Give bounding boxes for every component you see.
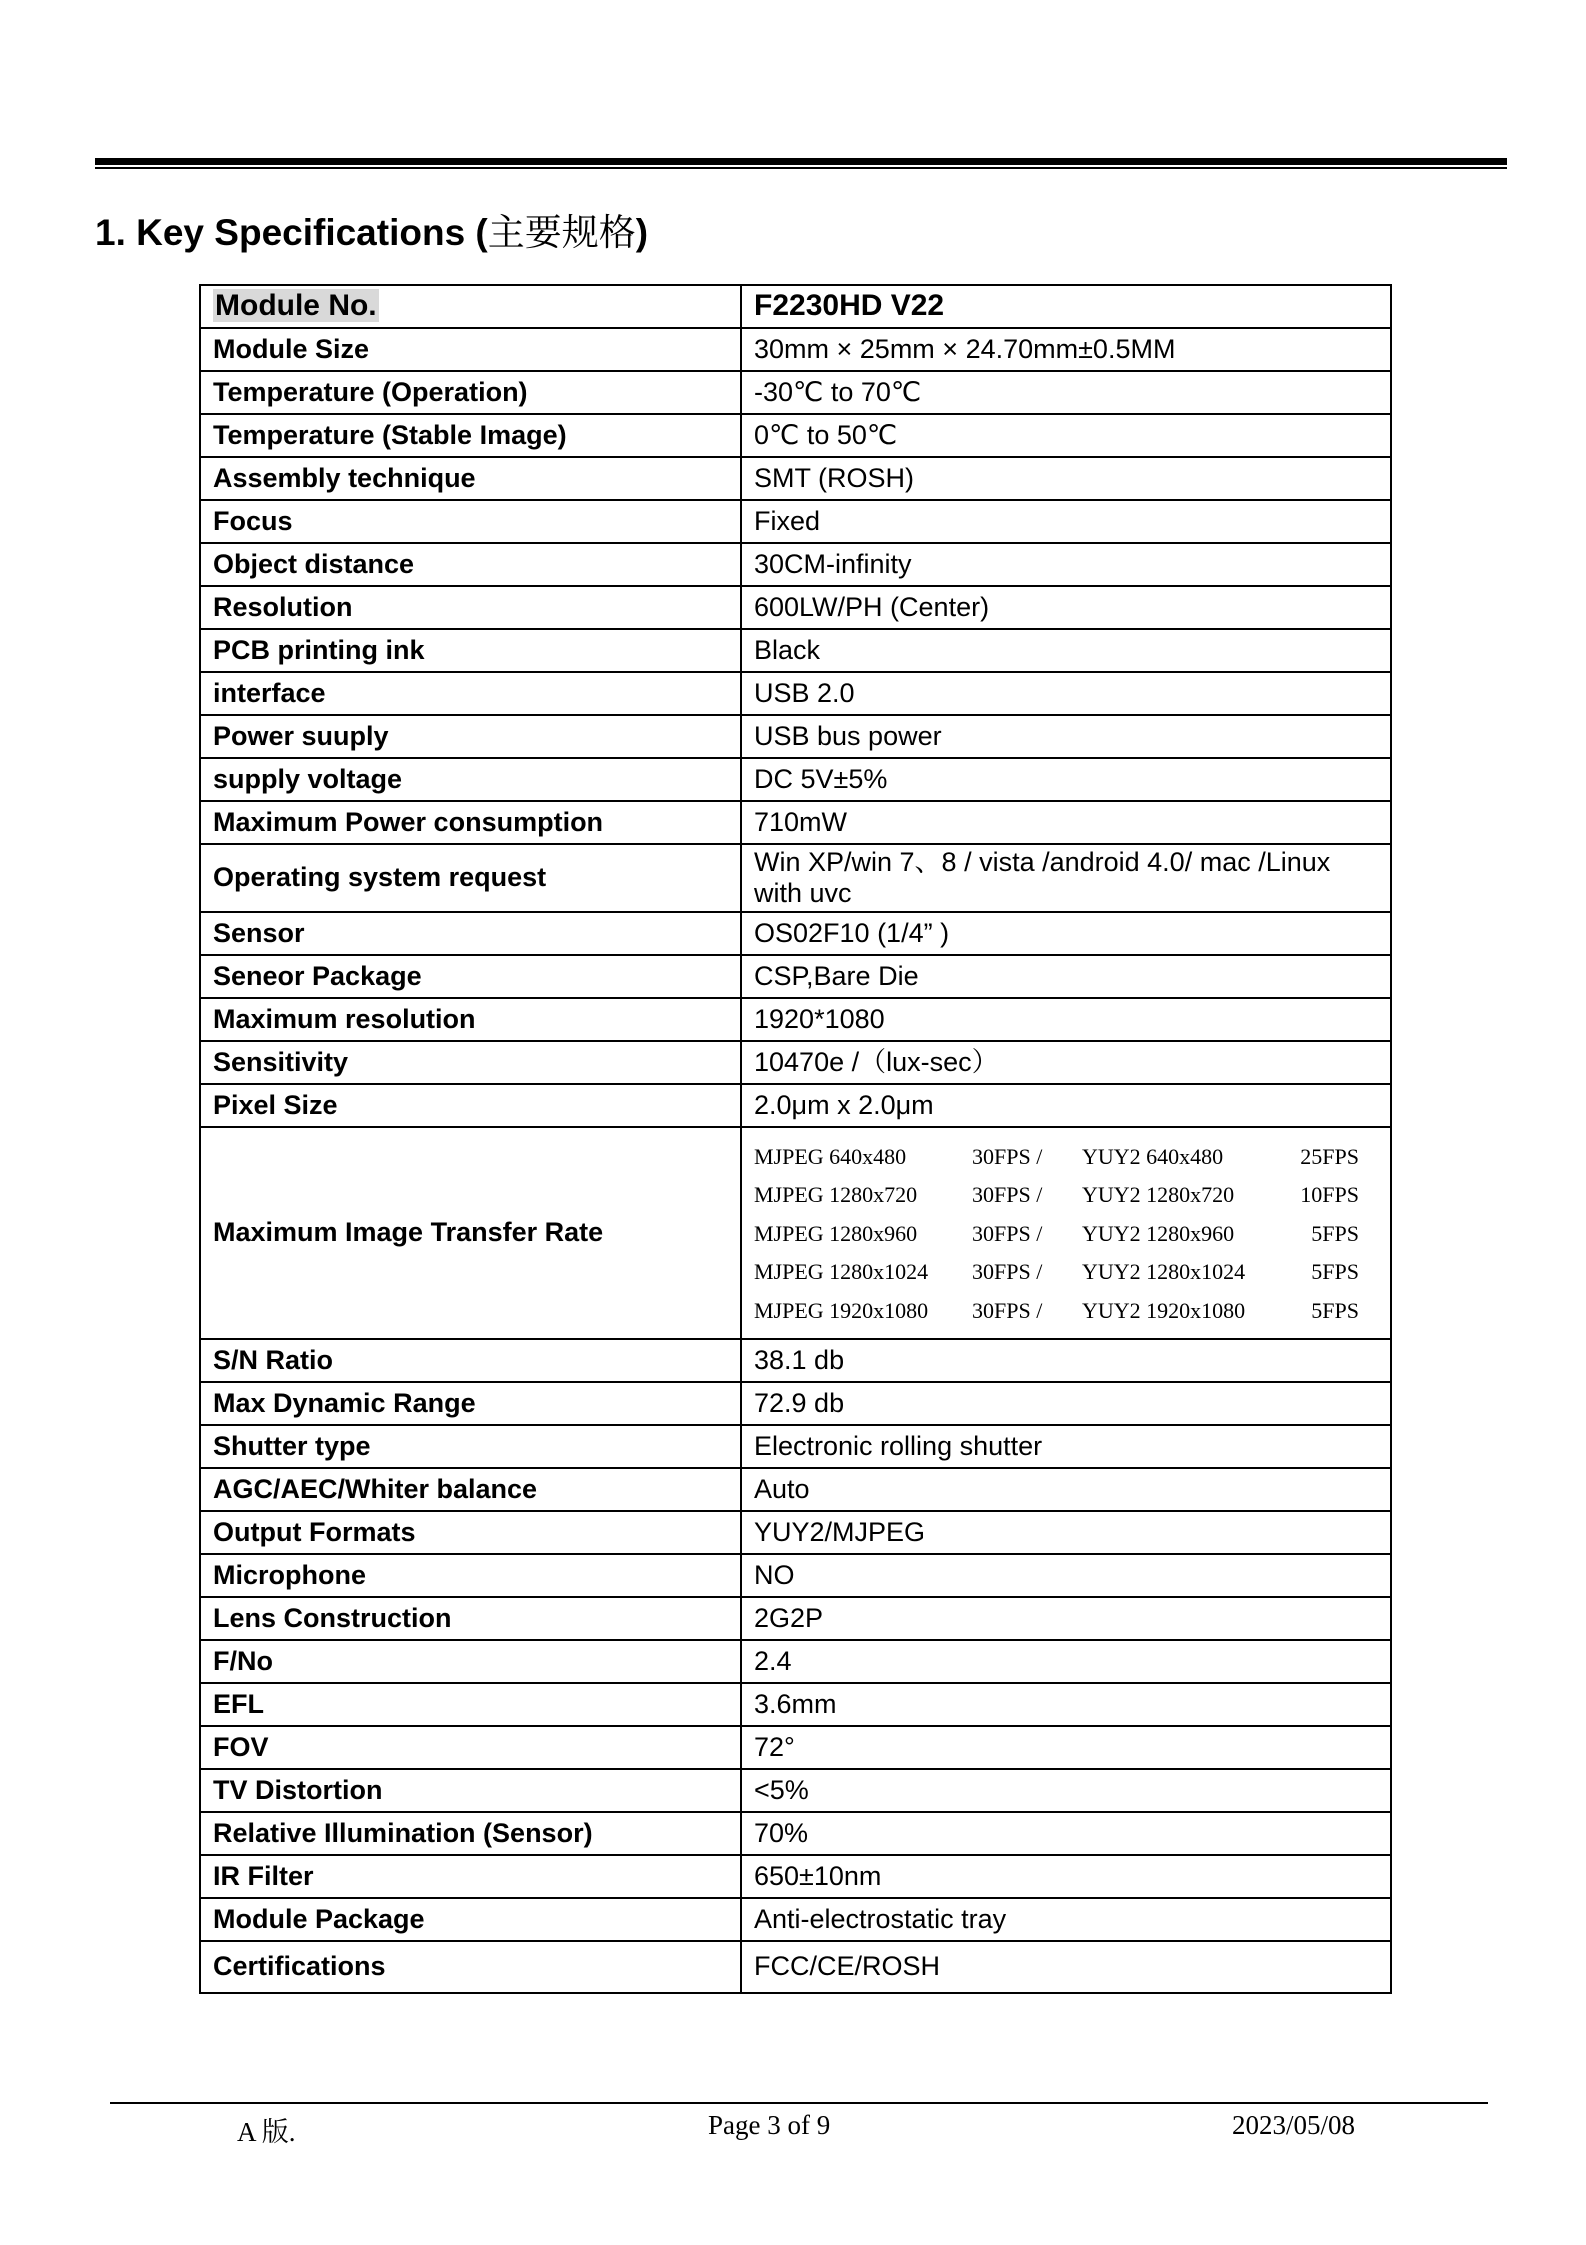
spec-key: TV Distortion [200, 1769, 741, 1812]
section-title-text: 1. Key Specifications ( [95, 212, 488, 253]
mjpeg-mode: MJPEG 1280x1024 [754, 1259, 929, 1285]
spec-key: Lens Construction [200, 1597, 741, 1640]
spec-value: DC 5V±5% [741, 758, 1391, 801]
spec-key: Object distance [200, 543, 741, 586]
header-value-cell [741, 285, 1391, 328]
mjpeg-fps: 30FPS / [972, 1182, 1043, 1208]
table-row [200, 586, 1391, 629]
footer-rule [110, 2102, 1488, 2104]
transfer-rate-grid [754, 1136, 1378, 1331]
table-row [200, 1726, 1391, 1769]
mjpeg-mode: MJPEG 1920x1080 [754, 1297, 929, 1323]
transfer-rate-values [741, 1127, 1391, 1339]
spec-value: 2.0μm x 2.0μm [741, 1084, 1391, 1127]
spec-value: -30℃ to 70℃ [741, 371, 1391, 414]
spec-value: USB 2.0 [741, 672, 1391, 715]
spec-value: 2.4 [741, 1640, 1391, 1683]
spec-key: Maximum Power consumption [200, 801, 741, 844]
table-row [200, 328, 1391, 371]
section-title-cjk: 主要规格 [487, 211, 636, 254]
table-row [200, 1941, 1391, 1993]
spec-value: SMT (ROSH) [741, 457, 1391, 500]
yuy2-mode: YUY2 1280x720 [1082, 1182, 1235, 1208]
spec-value: OS02F10 (1/4” ) [741, 912, 1391, 955]
spec-key: PCB printing ink [200, 629, 741, 672]
spec-key: Output Formats [200, 1511, 741, 1554]
transfer-rate-line [754, 1138, 1378, 1177]
spec-key: Power suuply [200, 715, 741, 758]
header-value: F2230HD V22 [754, 289, 945, 323]
table-row [200, 1683, 1391, 1726]
mjpeg-mode: MJPEG 640x480 [754, 1143, 907, 1169]
table-row [200, 801, 1391, 844]
spec-value: 30CM-infinity [741, 543, 1391, 586]
spec-value: 72° [741, 1726, 1391, 1769]
yuy2-fps: 25FPS [1300, 1143, 1359, 1169]
yuy2-fps: 5FPS [1311, 1220, 1359, 1246]
table-row [200, 543, 1391, 586]
table-row [200, 457, 1391, 500]
header-key: Module No. [215, 289, 377, 323]
mjpeg-fps: 30FPS / [972, 1259, 1043, 1285]
table-row [200, 998, 1391, 1041]
transfer-rate-line [754, 1176, 1378, 1215]
spec-value: 1920*1080 [741, 998, 1391, 1041]
spec-key: Relative Illumination (Sensor) [200, 1812, 741, 1855]
spec-value: CSP,Bare Die [741, 955, 1391, 998]
footer-date: 2023/05/08 [1232, 2110, 1356, 2140]
spec-value: NO [741, 1554, 1391, 1597]
spec-key: Assembly technique [200, 457, 741, 500]
spec-value: 600LW/PH (Center) [741, 586, 1391, 629]
spec-key: FOV [200, 1726, 741, 1769]
spec-value: 3.6mm [741, 1683, 1391, 1726]
table-row [200, 1597, 1391, 1640]
spec-key: Module Package [200, 1898, 741, 1941]
spec-key: supply voltage [200, 758, 741, 801]
spec-value: <5% [741, 1769, 1391, 1812]
table-row [200, 672, 1391, 715]
spec-key: Operating system request [200, 844, 741, 912]
yuy2-mode: YUY2 1920x1080 [1082, 1297, 1246, 1323]
spec-value: Electronic rolling shutter [741, 1425, 1391, 1468]
transfer-rate-line [754, 1215, 1378, 1254]
yuy2-fps: 10FPS [1300, 1182, 1359, 1208]
spec-key: F/No [200, 1640, 741, 1683]
table-row [200, 629, 1391, 672]
spec-value: 2G2P [741, 1597, 1391, 1640]
header-rule-thin [95, 167, 1507, 169]
spec-key: Seneor Package [200, 955, 741, 998]
table-row [200, 715, 1391, 758]
transfer-rate-line [754, 1253, 1378, 1292]
table-row [200, 1425, 1391, 1468]
spec-value: FCC/CE/ROSH [741, 1941, 1391, 1993]
table-row [200, 1511, 1391, 1554]
footer-version: A 版. [237, 2117, 296, 2147]
table-row [200, 758, 1391, 801]
table-row [200, 1812, 1391, 1855]
mjpeg-fps: 30FPS / [972, 1143, 1043, 1169]
yuy2-fps: 5FPS [1311, 1297, 1359, 1323]
spec-key: Certifications [200, 1941, 741, 1993]
spec-key: Module Size [200, 328, 741, 371]
header-key-cell [200, 285, 741, 328]
footer-page-number: Page 3 of 9 [708, 2110, 831, 2140]
table-row [200, 414, 1391, 457]
table-row [200, 912, 1391, 955]
spec-key: Focus [200, 500, 741, 543]
spec-value: 38.1 db [741, 1339, 1391, 1382]
spec-value: 72.9 db [741, 1382, 1391, 1425]
spec-value: USB bus power [741, 715, 1391, 758]
spec-value: 10470e /（lux-sec） [741, 1041, 1391, 1084]
section-title-close: ) [635, 212, 649, 253]
mjpeg-mode: MJPEG 1280x960 [754, 1220, 918, 1246]
spec-key: interface [200, 672, 741, 715]
spec-key: Sensitivity [200, 1041, 741, 1084]
spec-key: Microphone [200, 1554, 741, 1597]
table-row [200, 955, 1391, 998]
spec-value: 650±10nm [741, 1855, 1391, 1898]
spec-value: Anti-electrostatic tray [741, 1898, 1391, 1941]
yuy2-mode: YUY2 1280x1024 [1082, 1259, 1246, 1285]
yuy2-mode: YUY2 1280x960 [1082, 1220, 1235, 1246]
table-row [200, 500, 1391, 543]
spec-key: Sensor [200, 912, 741, 955]
section-title [95, 202, 648, 256]
spec-key: EFL [200, 1683, 741, 1726]
mjpeg-mode: MJPEG 1280x720 [754, 1182, 918, 1208]
spec-key: Resolution [200, 586, 741, 629]
spec-key: Shutter type [200, 1425, 741, 1468]
spec-key: S/N Ratio [200, 1339, 741, 1382]
spec-value: 710mW [741, 801, 1391, 844]
spec-value: Auto [741, 1468, 1391, 1511]
table-row [200, 1769, 1391, 1812]
mjpeg-fps: 30FPS / [972, 1297, 1043, 1323]
spec-key: Max Dynamic Range [200, 1382, 741, 1425]
spec-value: Win XP/win 7、8 / vista /android 4.0/ mac /Linux with uvc [741, 844, 1391, 912]
spec-key: Maximum Image Transfer Rate [200, 1127, 741, 1339]
spec-key: AGC/AEC/Whiter balance [200, 1468, 741, 1511]
table-header-row [200, 285, 1391, 328]
table-row [200, 1084, 1391, 1127]
spec-value: YUY2/MJPEG [741, 1511, 1391, 1554]
spec-table [199, 284, 1392, 1994]
table-row [200, 371, 1391, 414]
table-row [200, 1382, 1391, 1425]
table-row [200, 1041, 1391, 1084]
spec-value: Black [741, 629, 1391, 672]
table-row [200, 1898, 1391, 1941]
spec-value: 70% [741, 1812, 1391, 1855]
spec-key: Pixel Size [200, 1084, 741, 1127]
table-row [200, 1855, 1391, 1898]
spec-value: 0℃ to 50℃ [741, 414, 1391, 457]
transfer-rate-line [754, 1292, 1378, 1331]
spec-value: Fixed [741, 500, 1391, 543]
header-rule-thick [95, 158, 1507, 165]
spec-key: Temperature (Operation) [200, 371, 741, 414]
table-row [200, 844, 1391, 912]
table-row [200, 1468, 1391, 1511]
spec-key: IR Filter [200, 1855, 741, 1898]
table-row [200, 1339, 1391, 1382]
spec-key: Temperature (Stable Image) [200, 414, 741, 457]
spec-value: 30mm × 25mm × 24.70mm±0.5MM [741, 328, 1391, 371]
transfer-rate-row [200, 1127, 1391, 1339]
yuy2-mode: YUY2 640x480 [1082, 1143, 1224, 1169]
yuy2-fps: 5FPS [1311, 1259, 1359, 1285]
mjpeg-fps: 30FPS / [972, 1220, 1043, 1246]
table-row [200, 1640, 1391, 1683]
table-row [200, 1554, 1391, 1597]
spec-key: Maximum resolution [200, 998, 741, 1041]
